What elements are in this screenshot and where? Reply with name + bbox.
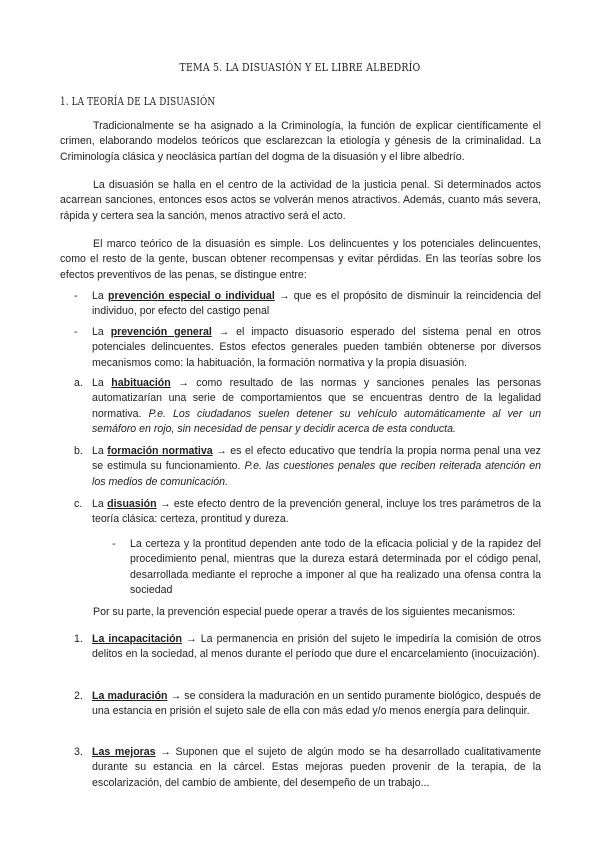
example: P.e. Los ciudadanos suelen detener su vehículo automáticamente al ver un semáforo en rojo, sin necesidad de pensar y decidir acerca de esta conducta. [92, 407, 542, 435]
bullet-prevencion-especial: - La prevención especial o individual → que es el propósito de disminuir la reincidencia del individuo, por efecto del castigo penal [74, 290, 541, 318]
sub-bullet-certeza: - La certeza y la prontitud dependen ante todo de la eficacia policial y de la rapidez del procedimiento penal, mientras que la dureza estará determinada por el código penal, desarrollada mediante el reproche a imponer al que ha realizado una ofensa contra la sociedad [112, 538, 541, 596]
term: prevención general [110, 326, 212, 338]
item-marker: 3. [74, 746, 83, 758]
item-marker: b. [74, 445, 83, 457]
bullet-marker: - [74, 326, 78, 338]
item-marker: c. [74, 498, 83, 510]
term: La maduración [92, 690, 168, 702]
item-marker: a. [74, 377, 83, 389]
numbered-incapacitacion: 1. La incapacitación → La permanencia en prisión del sujeto le impediría la comisión de otros delitos en la sociedad, al menos durante el período que dure el encarcelamiento (inocuización). [74, 633, 541, 661]
item-habituacion: a. La habituación → como resultado de las normas y sanciones penales las personas automatizarían una serie de comportamientos que se encuentras dentro de la legalidad normativa. P.e. Los ciudadanos suelen detener su vehículo automáticamente al ver un semáforo en rojo, sin necesidad de pensar y decidir acerca de esta conducta. [74, 377, 542, 435]
numbered-mejoras: 3. Las mejoras → Suponen que el sujeto de algún modo se ha desarrollado cualitativamente durante su estancia en la cárcel. Estas mejoras pueden provenir de la terapia, de la escolarización, del cambio de ambiente, del desempeño de un trabajo... [74, 746, 541, 789]
bullet-prevencion-general: - La prevención general → el impacto disuasorio esperado del sistema penal en otros potenciales delincuentes. Estos efectos generales pueden también obtenerse por diversos mecanismos como: la habituación, la formación normativa y la propia disuasión. [74, 326, 541, 369]
item-marker: 2. [74, 690, 83, 702]
numbered-maduracion: 2. La maduración → se considera la maduración en un sentido puramente biológico, después de una estancia en prisión el sujeto sale de ella con más edad y/o menos energía para delinquir. [74, 690, 541, 718]
item-disuasion: c. La disuasión → este efecto dentro de la prevención general, incluye los tres parámetros de la teoría clásica: certeza, prontitud y dureza. [74, 498, 541, 526]
bullet-marker: - [112, 538, 116, 550]
term: La incapacitación [92, 633, 183, 645]
paragraph-marco: El marco teórico de la disuasión es simple. Los delincuentes y los potenciales delincuentes, como el resto de la gente, buscan obtener recompensas y evitar pérdidas. En las teorías sobre los efectos preventivos de las penas, se distingue entre: [60, 238, 541, 281]
term: formación normativa [107, 445, 213, 457]
page-title: TEMA 5. LA DISUASIÓN Y EL LIBRE ALBEDRÍO [179, 60, 421, 74]
item-formacion-normativa: b. La formación normativa → es el efecto educativo que tendría la propia norma penal una vez se estimula su funcionamiento. P.e. las cuestiones penales que reciben reiterada atención en los medios de comunicación. [74, 445, 542, 488]
term: Las mejoras [92, 746, 156, 758]
item-marker: 1. [74, 633, 83, 645]
bullet-marker: - [74, 290, 78, 302]
term: disuasión [107, 498, 157, 510]
example: P.e. las cuestiones penales que reciben reiterada atención en los medios de comunicación. [92, 460, 542, 488]
paragraph-intro: Tradicionalmente se ha asignado a la Criminología, la función de explicar científicamente el crimen, elaborando modelos teóricos que esclarezcan la etiología y génesis de la criminalidad. La Criminología clásica y neoclásica partían del dogma de la disuasión y el libre albedrío. [60, 120, 541, 163]
section-heading: 1. LA TEORÍA DE LA DISUASIÓN [60, 95, 216, 108]
paragraph-transition: Por su parte, la prevención especial puede operar a través de los siguientes mecanismos: [93, 606, 516, 618]
term: habituación [111, 377, 171, 389]
paragraph-disuasion: La disuasión se halla en el centro de la actividad de la justicia penal. Si determinados actos acarrean sanciones, entonces esos actos se volverán menos atractivos. Además, cuanto más severa, rápida y certera sea la sanción, menos atractivo será el acto. [60, 179, 541, 222]
term: prevención especial o individual [107, 290, 275, 302]
